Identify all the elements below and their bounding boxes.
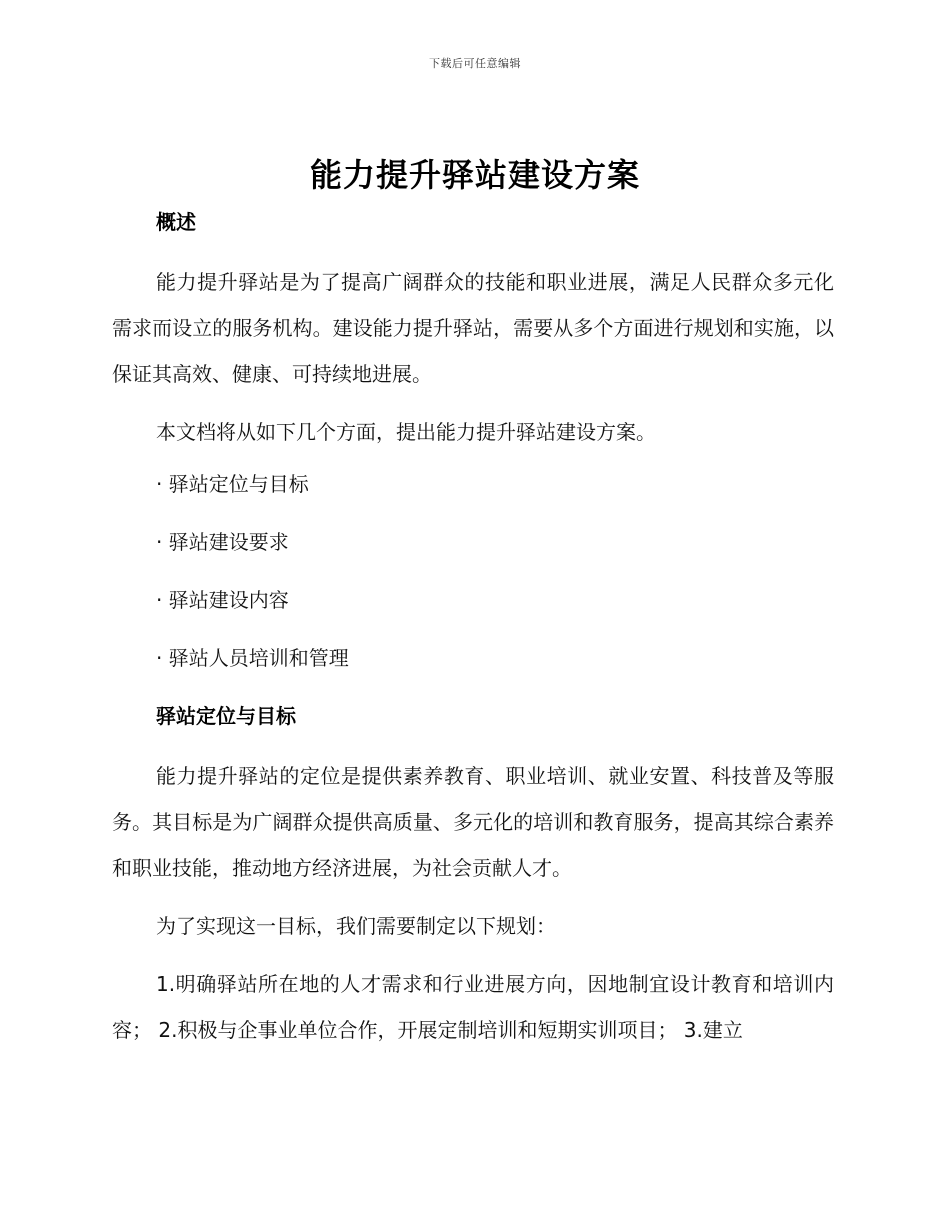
paragraph: 能力提升驿站是为了提高广阔群众的技能和职业进展，满足人民群众多元化需求而设立的服务机构。建设能力提升驿站，需要从多个方面进行规划和实施，以保证其高效、健康、可持续地进展。 [112,270,834,386]
header-note: 下载后可任意编辑 [429,57,521,70]
paragraph: 为了实现这一目标，我们需要制定以下规划： [156,914,556,938]
paragraph: 能力提升驿站的定位是提供素养教育、职业培训、就业安置、科技普及等服务。其目标是为广阔群众提供高质量、多元化的培训和教育服务，提高其综合素养和职业技能，推动地方经济进展，为社会贡献人才。 [112,764,834,880]
section-heading-positioning: 驿站定位与目标 [156,704,296,728]
paragraph: 本文档将从如下几个方面，提出能力提升驿站建设方案。 [156,420,656,444]
list-item: · 驿站定位与目标 [156,472,309,496]
document-title: 能力提升驿站建设方案 [309,156,640,194]
document-body [112,205,834,1065]
list-item: · 驿站建设要求 [156,530,289,554]
list-item: · 驿站人员培训和管理 [156,646,349,670]
section-heading-overview: 概述 [156,210,196,234]
list-item: · 驿站建设内容 [156,588,289,612]
paragraph: 1.明确驿站所在地的人才需求和行业进展方向，因地制宜设计教育和培训内容； 2.积极与企事业单位合作，开展定制培训和短期实训项目； 3.建立 [112,972,834,1042]
